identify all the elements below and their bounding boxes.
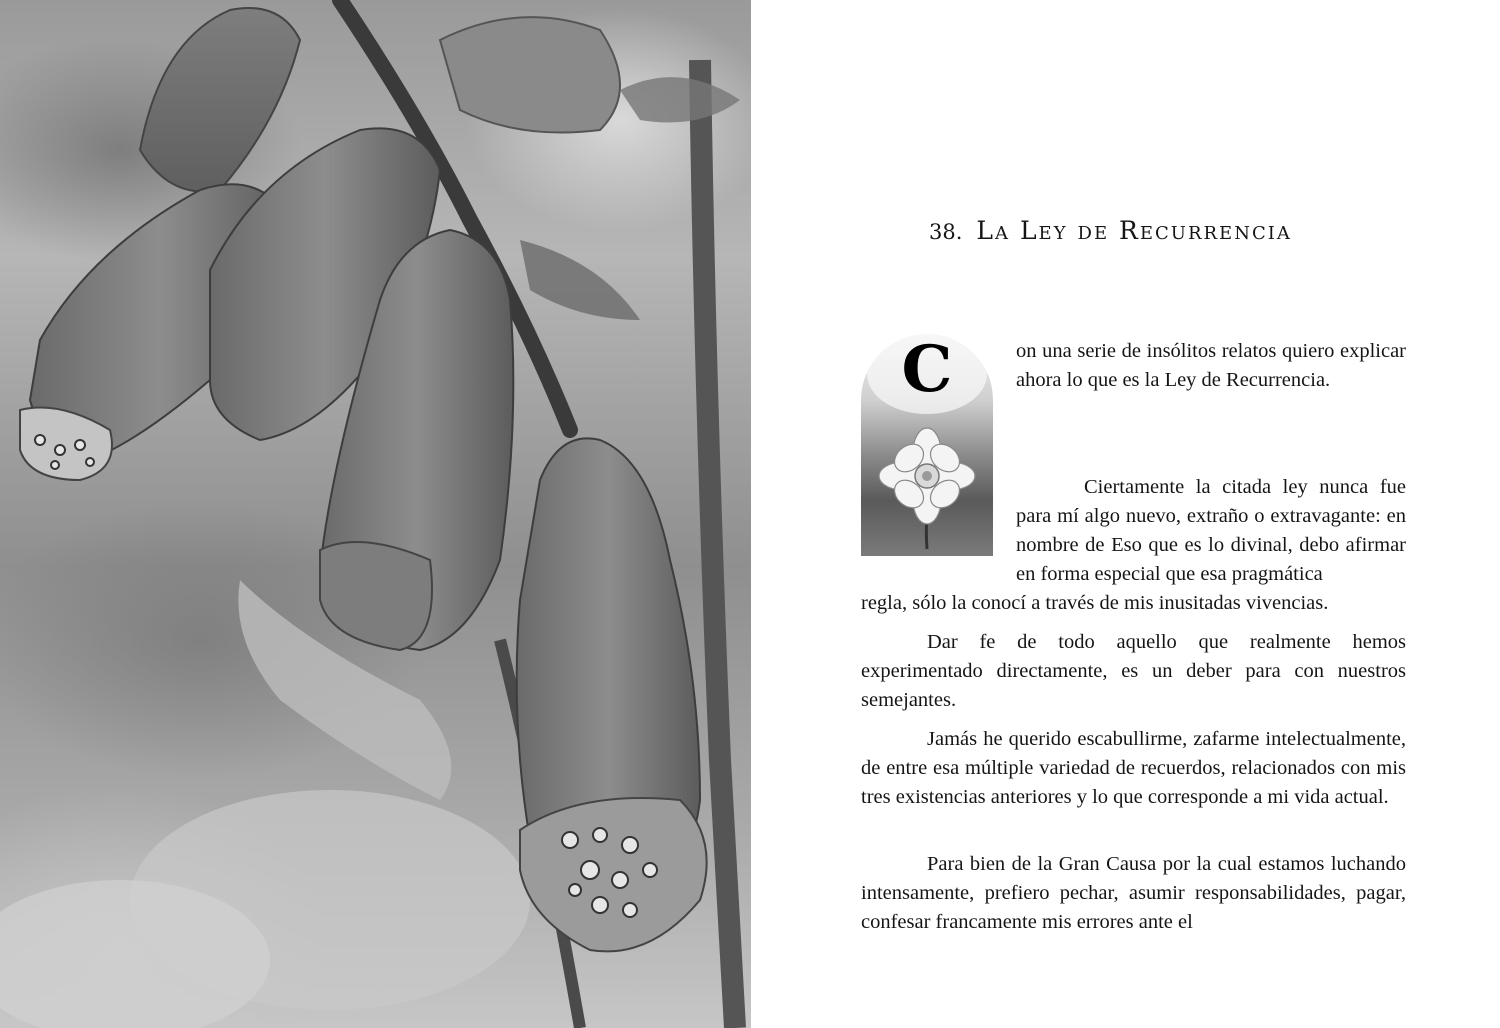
dropcap-ornament (861, 334, 993, 556)
text-page (751, 0, 1500, 1028)
paragraph-4: Para bien de la Gran Causa por la cual estamos luchando intensamente, prefiero pechar, asumir responsabilidades, pagar, confesar francamente mis errores ante el (861, 853, 1406, 933)
paragraph-1-text: Ciertamente la citada ley nunca fue para mí algo nuevo, extraño o extravagante: en nombre de Eso que es lo divinal, debo afirmar en forma especial que esa pragmática (1016, 476, 1406, 585)
dropcap-letter: C (901, 334, 953, 407)
chapter-title-text: La Ley de Recurrencia (976, 216, 1292, 245)
paragraph-1 (1016, 473, 1406, 589)
paragraph-3: Jamás he querido escabullirme, zafarme intelectualmente, de entre esa múltiple variedad de recuerdos, relacionados con mis tres existencias anteriores y lo que corresponde a mi vida actual. (861, 728, 1406, 808)
chapter-title (929, 216, 1292, 245)
opening-paragraph: on una serie de insólitos relatos quiero explicar ahora lo que es la Ley de Recurrencia. (1016, 340, 1406, 391)
paragraph-1-continued: regla, sólo la conocí a través de mis inusitadas vivencias. (861, 592, 1329, 614)
chapter-number: 38. (929, 220, 963, 244)
paragraph-2: Dar fe de todo aquello que realmente hemos experimentado directamente, es un deber para con nuestros semejantes. (861, 631, 1406, 711)
